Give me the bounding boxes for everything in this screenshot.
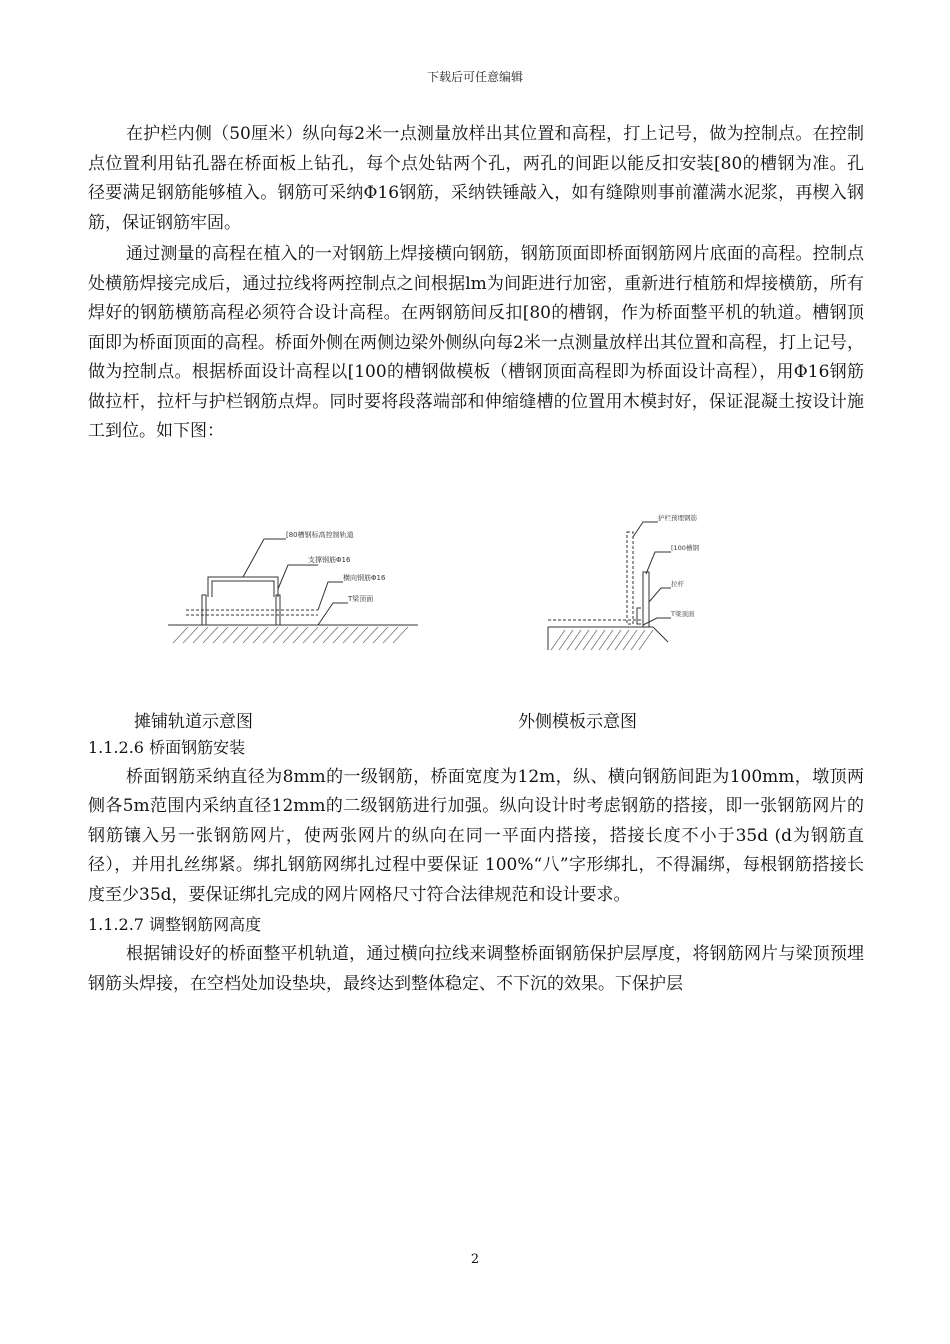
figure-left-label: T梁顶面: [348, 594, 374, 603]
paragraph: 根据铺设好的桥面整平机轨道，通过横向拉线来调整桥面钢筋保护层厚度，将钢筋网片与梁顶预埋钢筋头焊接，在空档处加设垫块，最终达到整体稳定、不下沉的效果。下保护层: [88, 944, 864, 994]
paving-rail-diagram: [168, 517, 428, 667]
figure-right-caption: 外侧模板示意图: [518, 711, 637, 732]
figure-left-label: 横向钢筋Φ16: [343, 573, 386, 582]
section-heading: 1.1.2.6 桥面钢筋安装: [88, 737, 246, 757]
ground-hatch: [173, 627, 408, 643]
figure-left-label: 支撑钢筋Φ16: [308, 555, 351, 564]
figure-right-label: [100槽钢: [671, 543, 699, 552]
paragraph: 通过测量的高程在植入的一对钢筋上焊接横向钢筋，钢筋顶面即桥面钢筋网片底面的高程。控制点处横筋焊接完成后，通过拉线将两控制点之间根据lm为间距进行加密，重新进行植筋和焊接横筋，所有焊好的钢筋横筋高程必须符合设计高程。在两钢筋间反扣[80的槽钢，作为桥面整平机的轨道。槽钢顶面即为桥面顶面的高程。桥面外侧在两侧边梁外侧纵向每2米一点测量放样出其位置和高程，打上记号，做为控制点。根据桥面设计高程以[100的槽钢做模板（槽钢顶面高程即为桥面设计高程），用Φ16钢筋做拉杆，拉杆与护栏钢筋点焊。同时要将段落端部和伸缩缝槽的位置用木模封好，保证混凝土按设计施工到位。如下图：: [88, 244, 864, 441]
deck-hatch: [551, 630, 653, 650]
paragraph: 在护栏内侧（50厘米）纵向每2米一点测量放样出其位置和高程，打上记号，做为控制点。在控制点位置利用钻孔器在桥面板上钻孔，每个点处钻两个孔，两孔的间距以能反扣安装[80的槽钢为准。孔径要满足钢筋能够植入。钢筋可采纳Φ16钢筋，采纳铁锤敲入，如有缝隙则事前灌满水泥浆，再楔入钢筋，保证钢筋牢固。: [88, 124, 864, 233]
paragraph: 桥面钢筋采纳直径为8mm的一级钢筋，桥面宽度为12m，纵、横向钢筋间距为100mm，墩顶两侧各5m范围内采纳直径12mm的二级钢筋进行加强。纵向设计时考虑钢筋的搭接，即一张钢筋网片的钢筋镶入另一张钢筋网片，使两张网片的纵向在同一平面内搭接，搭接长度不小于35d (d为钢筋直径），并用扎丝绑紧。绑扎钢筋网绑扎过程中要保证 100%“八”字形绑扎，不得漏绑，每根钢筋搭接长度至少35d，要保证绑扎完成的网片网格尺寸符合法律规范和设计要求。: [88, 766, 864, 905]
figure-right-label: T梁顶面: [671, 609, 695, 618]
figure-right-label: 护栏预埋钢筋: [658, 513, 697, 522]
document-body: [88, 120, 864, 999]
figures-row: [88, 447, 864, 705]
figure-left-caption: 摊铺轨道示意图: [134, 711, 253, 732]
figure-left-label: [80槽钢标高控制轨道: [286, 530, 354, 539]
section-heading: 1.1.2.7 调整钢筋网高度: [88, 915, 262, 934]
page-header-note: 下载后可任意编辑: [426, 70, 523, 84]
figure-right-label: 拉杆: [671, 579, 684, 588]
outer-formwork-diagram: [543, 512, 743, 662]
page-number: 2: [470, 1252, 480, 1267]
figure-captions: [88, 705, 864, 733]
